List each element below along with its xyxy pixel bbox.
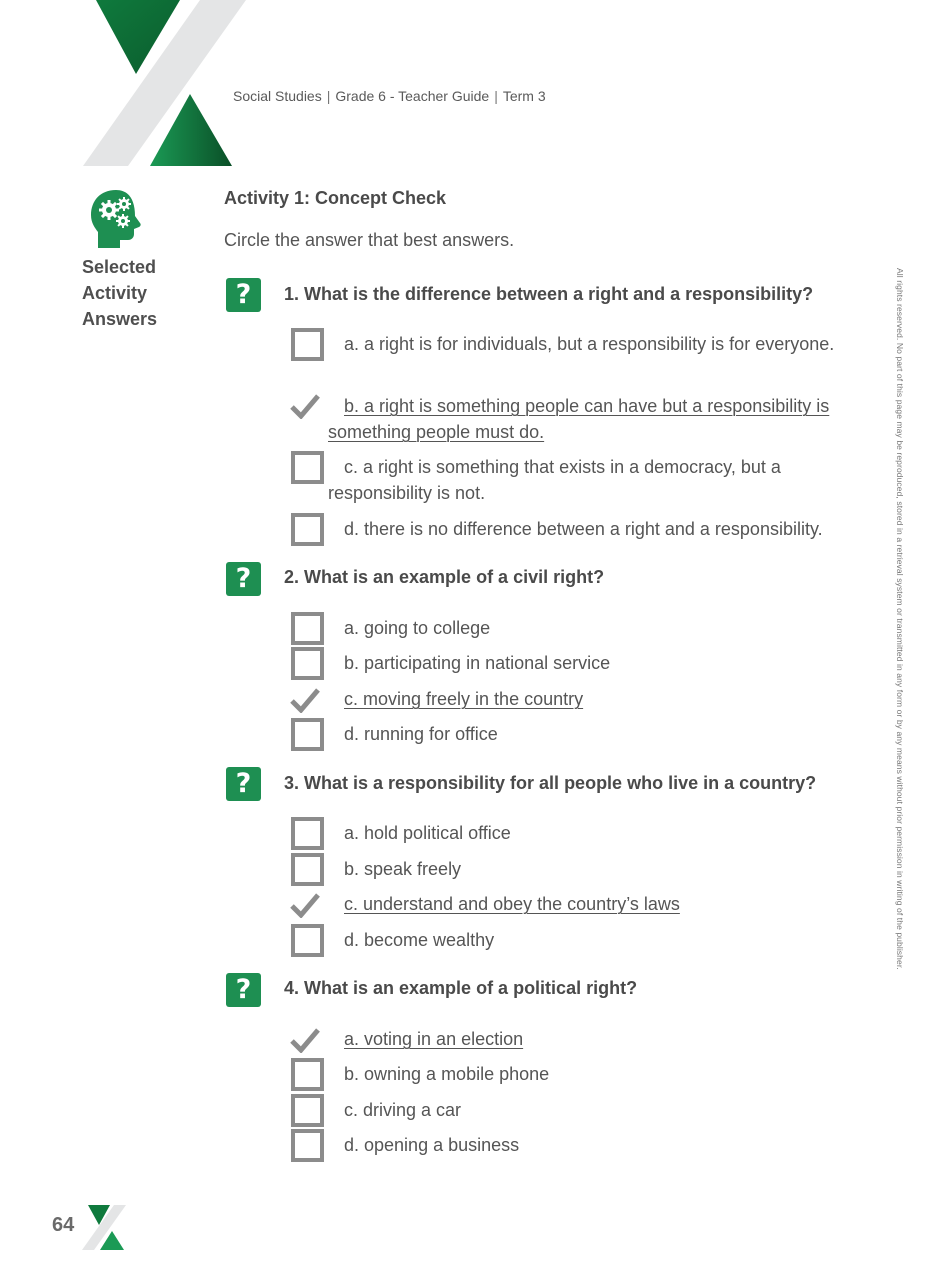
activity-instruction: Circle the answer that best answers.	[224, 230, 515, 250]
head-gears-icon	[86, 188, 146, 250]
header-term: Term 3	[502, 88, 546, 104]
question-text: 2. What is an example of a civil right?	[284, 567, 605, 587]
answer-option: c. driving a car	[344, 1100, 462, 1120]
copyright-notice	[895, 268, 905, 1008]
header-grade: Grade 6 - Teacher Guide	[335, 88, 490, 104]
answer-checkbox[interactable]	[291, 513, 324, 546]
answer-option: a. a right is for individuals, but a responsibility is for everyone.	[344, 334, 835, 354]
question-icon: ?	[226, 562, 261, 596]
answer-checkbox[interactable]	[291, 1129, 324, 1162]
answer-checkbox[interactable]	[291, 817, 324, 850]
answer-checkbox[interactable]	[291, 647, 324, 680]
answer-option: c. a right is something that exists in a democracy, but a responsibility is not.	[328, 457, 781, 503]
header-breadcrumb	[233, 88, 546, 104]
page-number: 64	[52, 1214, 75, 1236]
question-icon: ?	[226, 278, 261, 312]
answer-checkbox[interactable]	[291, 451, 324, 484]
answer-checkbox[interactable]	[291, 328, 324, 361]
answer-checkbox[interactable]	[291, 924, 324, 957]
answer-option-correct: c. understand and obey the country’s laws	[344, 894, 680, 914]
answer-option-correct: c. moving freely in the country	[344, 689, 584, 709]
answer-option: d. running for office	[344, 724, 498, 744]
check-icon	[290, 1027, 320, 1053]
question-icon: ?	[226, 973, 261, 1007]
header-separator: |	[494, 88, 498, 104]
answer-option-correct: a. voting in an election	[344, 1029, 524, 1049]
answer-option: d. become wealthy	[344, 930, 495, 950]
answer-option: d. opening a business	[344, 1135, 520, 1155]
answer-option: d. there is no difference between a right and a responsibility.	[344, 519, 823, 539]
answer-option: b. speak freely	[344, 859, 462, 879]
answer-option: a. going to college	[344, 618, 491, 638]
question-text: 4. What is an example of a political right?	[284, 978, 638, 998]
check-icon	[290, 687, 320, 713]
question-text: 3. What is a responsibility for all people who live in a country?	[284, 773, 817, 793]
answer-checkbox[interactable]	[291, 1058, 324, 1091]
copyright-text: All rights reserved. No part of this page may be reproduced, stored in a retrieval system or transmitted in any form or by any means without prior permission in writing of the publisher.	[895, 268, 905, 970]
answer-checkbox[interactable]	[291, 1094, 324, 1127]
header-subject: Social Studies	[233, 88, 322, 104]
brand-logo-small	[82, 1205, 126, 1250]
sidebar-label-line: Answers	[82, 309, 158, 329]
answer-checkbox[interactable]	[291, 853, 324, 886]
question-icon: ?	[226, 767, 261, 801]
answer-option: a. hold political office	[344, 823, 511, 843]
activity-title: Activity 1: Concept Check	[224, 188, 447, 208]
answer-option-correct: b. a right is something people can have but a responsibility is something people must do.	[328, 396, 830, 442]
answer-option: b. participating in national service	[344, 653, 611, 673]
answer-checkbox[interactable]	[291, 612, 324, 645]
sidebar	[82, 188, 202, 332]
check-icon	[290, 892, 320, 918]
answer-option: b. owning a mobile phone	[344, 1064, 550, 1084]
sidebar-label	[82, 254, 202, 332]
sidebar-label-line: Selected	[82, 257, 157, 277]
answer-checkbox[interactable]	[291, 718, 324, 751]
brand-logo	[80, 0, 250, 170]
check-icon	[290, 393, 320, 419]
sidebar-label-line: Activity	[82, 283, 148, 303]
question-text: 1. What is the difference between a right and a responsibility?	[284, 284, 814, 304]
header-separator: |	[326, 88, 331, 104]
